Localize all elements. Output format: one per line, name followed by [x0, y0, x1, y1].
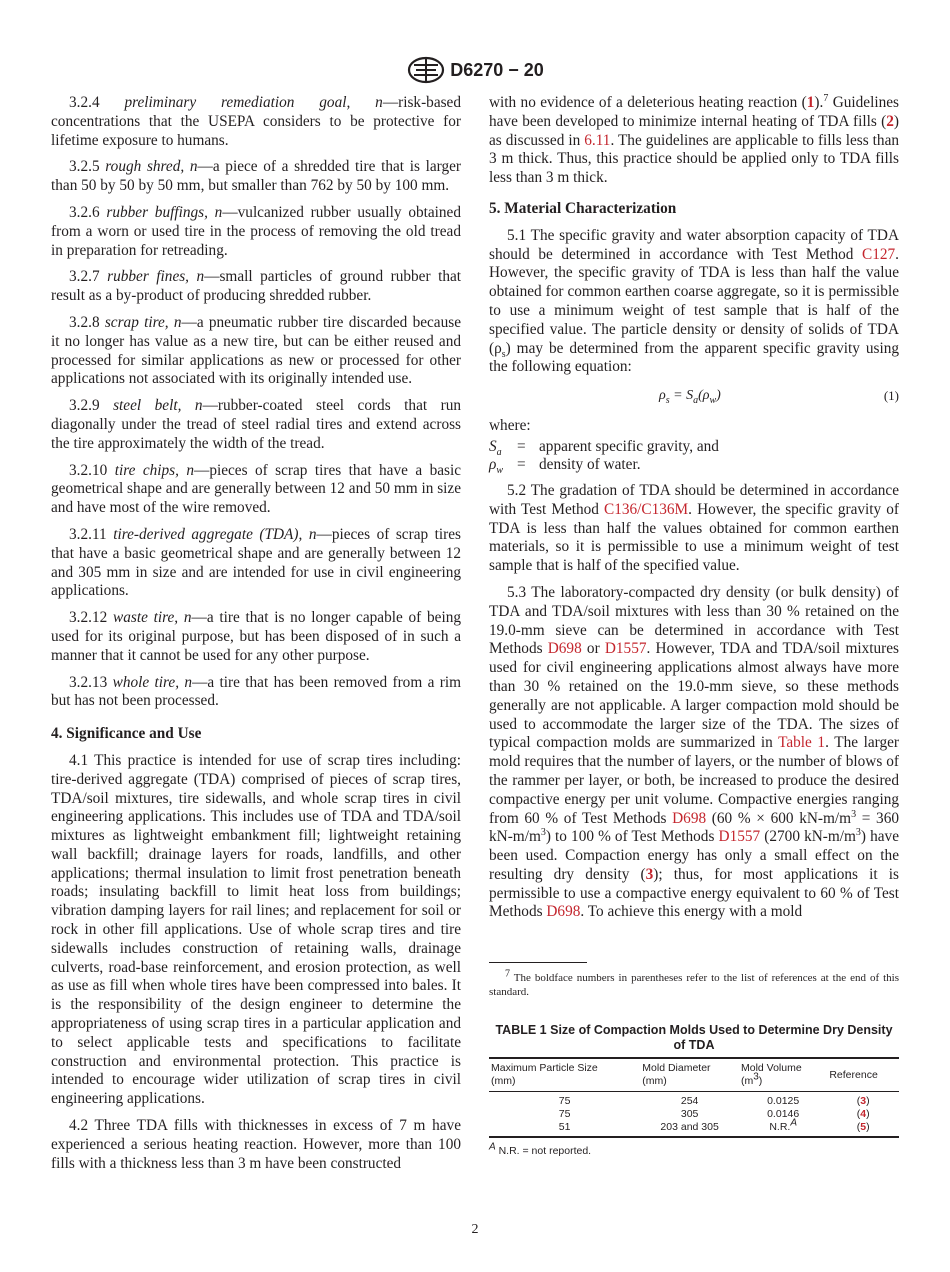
- footnote-marker[interactable]: 7: [823, 92, 829, 104]
- definition-item: 3.2.4 preliminary remediation goal, n—risk-based concentrations that the USEPA considers to be protective for lifetime exposure to humans.: [51, 94, 461, 149]
- variable-definition: $S_a$ = apparent specific gravity, and: [489, 437, 719, 458]
- table-caption: TABLE 1 Size of Compaction Molds Used to Determine Dry Density of TDA: [495, 1023, 893, 1053]
- definitions-list: [51, 94, 461, 711]
- definition-term: rubber buffings, n: [106, 203, 223, 221]
- standard-link[interactable]: D1557: [604, 640, 647, 658]
- standard-link[interactable]: C136/C136M: [604, 500, 689, 518]
- definition-term: scrap tire, n: [104, 313, 182, 331]
- table-cell: 203 and 305: [640, 1121, 739, 1137]
- definition-item: 3.2.12 waste tire, n—a tire that is no longer capable of being used for its original purpose, but has been disposed of in such a manner that it cannot be used for any other purpose.: [51, 609, 462, 664]
- where-definitions: [489, 438, 899, 474]
- standard-link[interactable]: D698: [546, 903, 581, 921]
- table-cell: 75: [558, 1108, 571, 1121]
- paragraph-5-3: 5.3 The laboratory-compacted dry density (or bulk density) of TDA and TDA/soil mixtures with less than 30 % retained on the 19.0-mm sieve can be determined in accordance with Test Methods D698 or D1557. However, TDA and TDA/soil mixtures used for civil engineering applications almost always have more than 30 % retained on the 19.0-mm sieve, so these methods generally are not applicable. A larger compaction mold should be used to accommodate the larger size of the TDA. The sizes of typical compaction molds are summarized in Table 1. The larger mold requires that the number of layers, or the number of blows of the rammer per layer, or both, be increased to produce the desired compactive energy per unit volume. Compactive energies ranging from 60 % of Test Methods D698 (60 % × 600 $kN-m/m^3 = 360$ $kN-m/m^3$) to 100 % of Test Methods D1557 (2700 $kN-m/m^3$) have been used. Compaction energy has only a small effect on the resulting dry density (3); thus, for most applications it is permissible to use a compactive energy equivalent to 60 % of Test Methods D698. To achieve this energy with a mold: [489, 583, 900, 921]
- table-cell: (5): [827, 1121, 899, 1137]
- page-number: 2: [471, 1222, 479, 1237]
- table-row: [489, 1092, 899, 1109]
- paragraph-4-2: 4.2 Three TDA fills with thicknesses in excess of 7 m have experienced a serious heating reaction. However, more than 100 fills with a thickness less than 3 m have been constructed: [51, 1117, 461, 1172]
- equation-number: (1): [883, 388, 899, 404]
- definition-term: waste tire, n: [113, 609, 192, 627]
- definition-item: 3.2.8 scrap tire, n—a pneumatic rubber tire discarded because it no longer has value as a new tire, but can be either reused and processed for similar applications as new or processed for other applications not associated with its originally intended use.: [51, 313, 461, 388]
- table-footnote: $^A$ N.R. = not reported.: [489, 1141, 592, 1158]
- standard-link[interactable]: D698: [672, 809, 707, 827]
- document-code: D6270 − 20: [450, 59, 544, 80]
- definition-term: whole tire, n: [112, 673, 193, 691]
- paragraph-4-2-continued: with no evidence of a deleterious heating reaction (1).$^7$ Guidelines have been developed to minimize internal heating of TDA fills (2) as discussed in 6.11. The guidelines are applicable to fills less than 3 m thick. Thus, this practice should be applied only to TDA fills less than 3 m thick.: [489, 92, 900, 187]
- section-link[interactable]: 6.11: [584, 131, 611, 149]
- reference-link[interactable]: 2: [886, 112, 894, 130]
- reference-link[interactable]: 4: [860, 1108, 867, 1121]
- definition-term: tire chips, n: [114, 461, 195, 479]
- column-header: Reference: [827, 1058, 899, 1092]
- right-column: [489, 94, 899, 1161]
- standard-link[interactable]: D1557: [718, 828, 761, 846]
- definition-item: 3.2.11 tire-derived aggregate (TDA), n—pieces of scrap tires that have a basic geometrical shape and are generally between 12 and 305 mm in size and are intended for use in civil engineering applications.: [51, 525, 462, 600]
- variable-definition: $\rho_w$ = density of water.: [489, 455, 641, 476]
- definition-term: rubber fines, n: [107, 268, 205, 286]
- standard-link[interactable]: C127: [862, 245, 896, 263]
- astm-logo-icon: [406, 56, 446, 84]
- definition-item: 3.2.9 steel belt, n—rubber-coated steel cords that run diagonally under the tread of steel radial tires and extend across the tire approximately the width of the tread.: [51, 397, 461, 452]
- definition-item: 3.2.6 rubber buffings, n—vulcanized rubber usually obtained from a worn or used tire in the process of removing the old tread in preparation for retreading.: [51, 203, 461, 259]
- definition-item: 3.2.5 rough shred, n—a piece of a shredded tire that is larger than 50 by 50 by 50 mm, but smaller than 762 by 50 by 100 mm.: [51, 158, 461, 195]
- table-cell: N.R.$^A$: [739, 1121, 827, 1137]
- paragraph-4-1: 4.1 This practice is intended for use of scrap tires including: tire-derived aggregate (TDA) comprised of pieces of scrap tires, TDA/soil mixtures, tire sidewalls, and whole scrap tires in civil engineering applications. This includes use of TDA and TDA/soil mixtures as lightweight embankment fill; lightweight retaining wall backfill; drainage layers for roads, landfills, and other applications; thermal insulation to limit frost penetration beneath roads; insulating backfill to limit heat loss from buildings; vibration damping layers for rail lines; and replacement for soil or rock in other fill applications. Use of whole scrap tires and tire sidewalls includes construction of retaining walls, drainage culverts, road-base reinforcement, and erosion protection, as well as use as fill when whole tires have been compressed into bales. It is the responsibility of the design engineer to determine the appropriateness of using scrap tires in a particular application and to select applicable tests and specifications to facilitate construction and environmental protection. This practice is intended to encourage wider utilization of scrap tires in civil engineering applications.: [51, 751, 461, 1108]
- compaction-molds-table: [489, 1057, 899, 1138]
- reference-link[interactable]: 5: [860, 1121, 867, 1134]
- table-header-row: [489, 1058, 899, 1092]
- section-5-title: 5. Material Characterization: [489, 199, 677, 217]
- definition-term: rough shred, n: [105, 158, 198, 176]
- definition-term: tire-derived aggregate (TDA), n: [113, 525, 317, 543]
- definition-term: steel belt, n: [113, 397, 203, 415]
- standard-link[interactable]: D698: [547, 640, 582, 658]
- table-row: [489, 1108, 899, 1121]
- table-body: [489, 1092, 899, 1138]
- paragraph-5-2: 5.2 The gradation of TDA should be determined in accordance with Test Method C136/C136M. However, the specific gravity of TDA is less than half the values obtained for common earthen materials, so it is permissible to use a minimum weight of test sample that is half of the specified value.: [489, 481, 899, 575]
- definition-term: preliminary remediation goal, n: [124, 94, 383, 111]
- table-cell: 75: [558, 1095, 571, 1108]
- reference-link[interactable]: 1: [806, 94, 815, 111]
- column-header: Mold Diameter (mm): [640, 1058, 739, 1092]
- section-4-title: 4. Significance and Use: [51, 725, 202, 743]
- page-header: [0, 56, 950, 84]
- where-label: where:: [489, 417, 531, 435]
- table-cell: 0.0125: [767, 1095, 800, 1108]
- reference-link[interactable]: 3: [645, 865, 654, 883]
- footnote-divider: [489, 962, 587, 963]
- paragraph-5-1: 5.1 The specific gravity and water absorption capacity of TDA should be determined in accordance with Test Method C127. However, the specific gravity of TDA is less than half the value obtained for common earthen coarse aggregate, so it is permissible to use a minimum weight of test sample that is half of the specified value. The particle density or density of solids of TDA $(\rho_s)$ may be determined from the apparent specific gravity using the following equation:: [489, 226, 899, 376]
- equation-formula: $\rho_s = S_a(\rho_w)$: [659, 388, 721, 406]
- definition-item: 3.2.7 rubber fines, n—small particles of ground rubber that result as a by-product of producing shredded rubber.: [51, 268, 462, 305]
- definition-item: 3.2.10 tire chips, n—pieces of scrap tires that have a basic geometrical shape and are generally between 12 and 50 mm in size and have most of the wire removed.: [51, 461, 462, 517]
- equation-1: [489, 385, 899, 411]
- table-cell: 0.0146: [767, 1108, 800, 1121]
- left-column: [51, 94, 461, 1181]
- table-link[interactable]: Table 1: [778, 734, 826, 752]
- table-cell: 254: [680, 1095, 699, 1108]
- column-header: Mold Volume $(m^3)$: [739, 1058, 827, 1092]
- table-cell: (4): [856, 1108, 870, 1121]
- definition-item: 3.2.13 whole tire, n—a tire that has been removed from a rim but has not been processed.: [51, 673, 461, 710]
- reference-link[interactable]: 3: [860, 1095, 867, 1108]
- table-cell: 305: [680, 1108, 699, 1121]
- table-row: [489, 1121, 899, 1137]
- table-cell: (3): [856, 1095, 870, 1108]
- column-header: Maximum Particle Size (mm): [489, 1058, 640, 1092]
- table-cell: 51: [489, 1121, 640, 1137]
- footnote: $^7$ The boldface numbers in parentheses refer to the list of references at the end of this standard.: [489, 968, 899, 999]
